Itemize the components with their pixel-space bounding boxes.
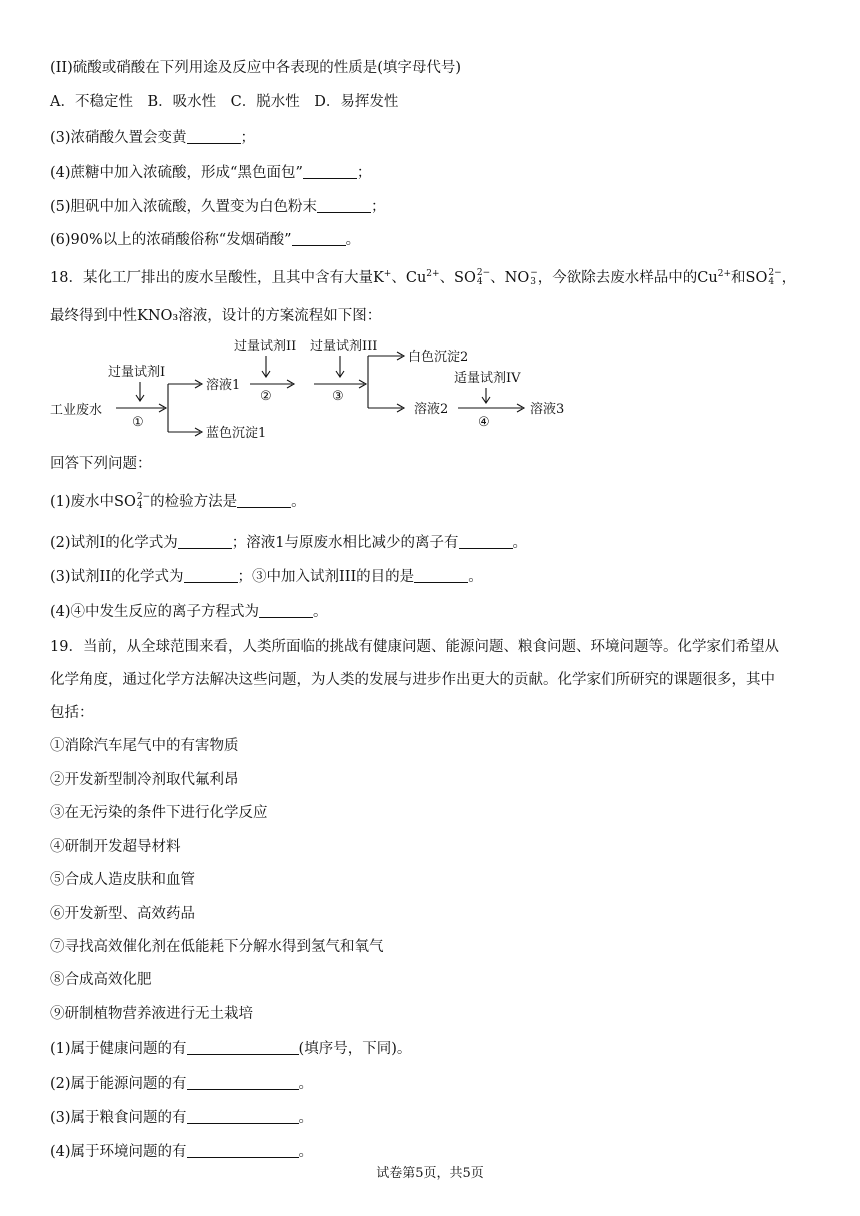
period: 。 bbox=[298, 1076, 314, 1092]
semicolon: ； bbox=[371, 199, 386, 215]
sulfate-charge-2: 2− bbox=[768, 268, 782, 278]
nitrate-sub: 3 bbox=[530, 277, 536, 287]
period: 。 bbox=[298, 1144, 314, 1160]
q17-sub3-text: (3)浓硝酸久置会变黄 bbox=[50, 130, 187, 146]
q18-intro-c: 、SO bbox=[439, 270, 476, 286]
sulfate-charge-stack-3 bbox=[137, 493, 150, 511]
sulfate-sub-3: 4 bbox=[136, 501, 143, 511]
sulfate-sub: 4 bbox=[476, 277, 483, 287]
q18-sub3-a: (3)试剂II的化学式为 bbox=[50, 569, 184, 585]
q17-sub6-blank[interactable] bbox=[292, 230, 346, 246]
period: 。 bbox=[298, 1110, 314, 1126]
flow-reagent3: 过量试剂III bbox=[310, 339, 378, 354]
q18-intro-e: ，今欲除去废水样品中的Cu bbox=[537, 270, 718, 286]
q17-sub5 bbox=[50, 197, 386, 217]
q18-sub1-blank[interactable] bbox=[237, 492, 291, 508]
flow-reagent1: 过量试剂I bbox=[108, 365, 166, 380]
q19-sub1 bbox=[50, 1039, 411, 1059]
q17-sub3 bbox=[50, 128, 255, 148]
q18-sub3 bbox=[50, 567, 483, 587]
q17-sub4 bbox=[50, 163, 371, 183]
q18-sub2-blank1[interactable] bbox=[178, 533, 232, 549]
q18-sub4-blank[interactable] bbox=[259, 602, 313, 618]
sulfate-charge-stack-2 bbox=[768, 269, 781, 287]
q17-sub5-text: (5)胆矾中加入浓硫酸，久置变为白色粉末 bbox=[50, 199, 318, 215]
flow-step1: ① bbox=[132, 415, 144, 430]
cu-charge: 2+ bbox=[426, 269, 440, 280]
q17-sub6 bbox=[50, 230, 360, 250]
q17-part2-heading: (II)硫酸或硝酸在下列用途及反应中各表现的性质是(填字母代号) bbox=[50, 60, 462, 76]
q18-sub2-b: ；溶液1与原废水相比减少的离子有 bbox=[231, 535, 459, 551]
sulfate-charge-3: 2− bbox=[136, 492, 151, 502]
flow-solution1: 溶液1 bbox=[206, 378, 241, 393]
q18-sub3-b: ；③中加入试剂III的目的是 bbox=[237, 569, 415, 585]
q19-sub1-b: (填序号，下同)。 bbox=[298, 1041, 412, 1057]
flow-step3: ③ bbox=[332, 389, 344, 404]
cu-charge-2: 2+ bbox=[717, 269, 732, 280]
k-charge: + bbox=[383, 269, 392, 280]
q19-sub2-blank[interactable] bbox=[187, 1074, 299, 1090]
q19-sub4-blank[interactable] bbox=[187, 1142, 299, 1158]
sulfate-charge: 2− bbox=[476, 268, 491, 278]
q19-item-7: ⑦寻找高效催化剂在低能耗下分解水得到氢气和氧气 bbox=[50, 939, 384, 955]
q19-sub3-text: (3)属于粮食问题的有 bbox=[50, 1110, 187, 1126]
flow-solution2: 溶液2 bbox=[414, 402, 449, 417]
semicolon: ； bbox=[356, 165, 372, 181]
q17-sub4-text: (4)蔗糖中加入浓硫酸，形成“黑色面包” bbox=[50, 165, 303, 181]
q18-intro-d: 、NO bbox=[490, 270, 530, 286]
period: 。 bbox=[313, 604, 328, 620]
q18-sub4 bbox=[50, 602, 328, 622]
q17-sub5-blank[interactable] bbox=[317, 197, 371, 213]
q18-intro-f: 和SO bbox=[731, 270, 768, 286]
flow-step4: ④ bbox=[478, 415, 490, 430]
q18-answer-prompt: 回答下列问题： bbox=[50, 456, 152, 472]
q18-intro-line2: 最终得到中性KNO₃溶液，设计的方案流程如下图： bbox=[50, 308, 382, 324]
q18-intro-g: ， bbox=[781, 270, 797, 286]
q18-flow-diagram bbox=[50, 334, 590, 446]
q18-sub2-a: (2)试剂I的化学式为 bbox=[50, 535, 178, 551]
nitrate-charge-stack bbox=[530, 269, 538, 287]
q18-sub2-blank2[interactable] bbox=[459, 533, 513, 549]
flow-precipitate1: 蓝色沉淀1 bbox=[206, 426, 267, 441]
period: 。 bbox=[345, 232, 361, 248]
q18-intro-line1 bbox=[50, 268, 796, 288]
q17-options: A．不稳定性 B．吸水性 C．脱水性 D．易挥发性 bbox=[50, 94, 399, 110]
q19-item-2: ②开发新型制冷剂取代氟利昂 bbox=[50, 772, 239, 788]
q19-sub2 bbox=[50, 1074, 313, 1094]
q17-sub6-text: (6)90%以上的浓硝酸俗称“发烟硝酸” bbox=[50, 232, 292, 248]
flow-precipitate2: 白色沉淀2 bbox=[408, 350, 469, 365]
q19-item-6: ⑥开发新型、高效药品 bbox=[50, 906, 195, 922]
sulfate-charge-stack bbox=[477, 269, 490, 287]
q19-item-9: ⑨研制植物营养液进行无土栽培 bbox=[50, 1006, 253, 1022]
q17-sub3-blank[interactable] bbox=[187, 128, 241, 144]
q19-item-3: ③在无污染的条件下进行化学反应 bbox=[50, 805, 268, 821]
q19-item-5: ⑤合成人造皮肤和血管 bbox=[50, 872, 195, 888]
page-footer: 试卷第5页，共5页 bbox=[376, 1166, 484, 1181]
q18-intro-a: 18．某化工厂排出的废水呈酸性，且其中含有大量K bbox=[50, 270, 384, 286]
flow-reagent4: 适量试剂IV bbox=[454, 371, 521, 386]
q18-sub3-blank1[interactable] bbox=[184, 567, 238, 583]
sulfate-sub-2: 4 bbox=[768, 277, 775, 287]
q19-sub3 bbox=[50, 1108, 313, 1128]
q19-item-4: ④研制开发超导材料 bbox=[50, 839, 181, 855]
q19-sub4-text: (4)属于环境问题的有 bbox=[50, 1144, 187, 1160]
flow-source: 工业废水 bbox=[50, 403, 103, 418]
q19-sub2-text: (2)属于能源问题的有 bbox=[50, 1076, 187, 1092]
period: 。 bbox=[512, 535, 528, 551]
q18-sub1 bbox=[50, 492, 306, 512]
period: 。 bbox=[291, 494, 306, 510]
flow-solution3: 溶液3 bbox=[530, 402, 565, 417]
flow-step2: ② bbox=[260, 389, 272, 404]
q19-intro-line1: 19．当前，从全球范围来看，人类所面临的挑战有健康问题、能源问题、粮食问题、环境问题等。化学家们希望从 bbox=[50, 639, 779, 655]
q19-sub4 bbox=[50, 1142, 313, 1162]
q19-intro-line2: 化学角度，通过化学方法解决这些问题，为人类的发展与进步作出更大的贡献。化学家们所研究的课题很多，其中 bbox=[50, 672, 775, 688]
flow-reagent2: 过量试剂II bbox=[234, 339, 297, 354]
q18-sub2 bbox=[50, 533, 527, 553]
q19-sub1-blank[interactable] bbox=[187, 1039, 299, 1055]
q17-sub4-blank[interactable] bbox=[303, 163, 357, 179]
q18-intro-b: 、Cu bbox=[391, 270, 427, 286]
q19-sub3-blank[interactable] bbox=[187, 1108, 299, 1124]
q19-item-8: ⑧合成高效化肥 bbox=[50, 972, 152, 988]
nitrate-charge: − bbox=[530, 268, 538, 278]
q18-sub1-b: 的检验方法是 bbox=[150, 494, 238, 510]
semicolon: ； bbox=[240, 130, 256, 146]
q19-intro-line3: 包括： bbox=[50, 705, 94, 721]
q19-item-1: ①消除汽车尾气中的有害物质 bbox=[50, 738, 239, 754]
q18-sub4-text: (4)④中发生反应的离子方程式为 bbox=[50, 604, 260, 620]
period: 。 bbox=[468, 569, 483, 585]
q19-sub1-a: (1)属于健康问题的有 bbox=[50, 1041, 187, 1057]
q18-sub1-a: (1)废水中SO bbox=[50, 494, 136, 510]
q18-sub3-blank2[interactable] bbox=[414, 567, 468, 583]
